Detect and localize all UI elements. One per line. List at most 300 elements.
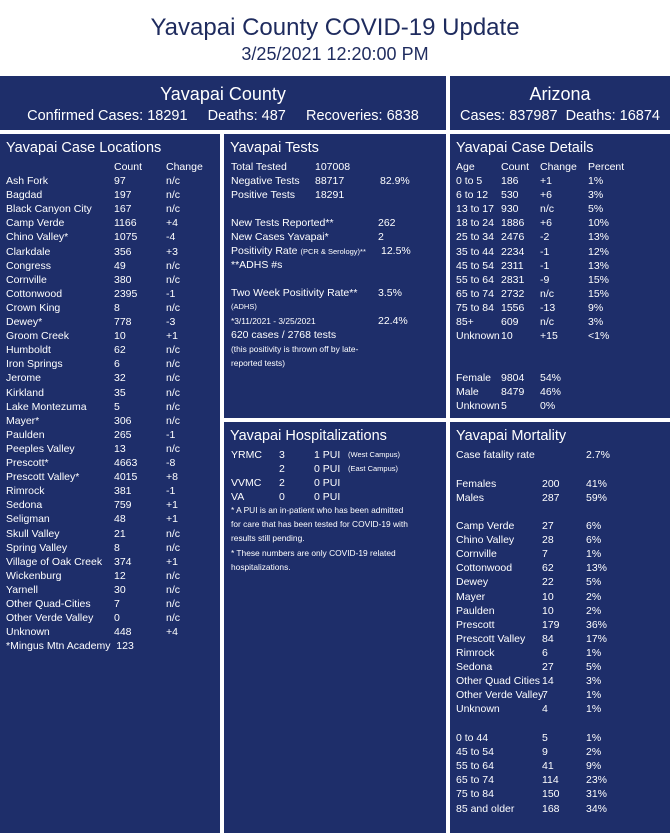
age-group: 18 to 24 bbox=[456, 217, 494, 230]
age-percent: 13% bbox=[588, 259, 610, 272]
location-row bbox=[0, 357, 220, 371]
total-tested-value: 107008 bbox=[315, 161, 351, 173]
location-count: 48 bbox=[114, 513, 126, 526]
location-row bbox=[0, 512, 220, 526]
location-name: Chino Valley* bbox=[6, 231, 69, 244]
mortality-age-row bbox=[450, 745, 670, 759]
location-name: Iron Springs bbox=[6, 358, 63, 371]
mortality-location-row bbox=[450, 674, 670, 688]
location-change: -1 bbox=[166, 428, 176, 441]
location-change: +1 bbox=[166, 499, 178, 512]
two-week-row bbox=[224, 286, 446, 300]
hospital-count: 0 bbox=[279, 491, 285, 503]
mortality-location-count: 14 bbox=[542, 675, 554, 688]
hospital-row bbox=[224, 490, 446, 504]
mortality-gender-percent: 59% bbox=[586, 492, 608, 505]
hospital-name: VVMC bbox=[231, 477, 262, 489]
new-cases-value: 2 bbox=[378, 231, 384, 243]
age-count: 930 bbox=[501, 203, 519, 216]
location-row bbox=[0, 371, 220, 385]
location-name: Mayer* bbox=[6, 414, 40, 427]
hospital-pui: 0 PUI bbox=[314, 477, 341, 489]
age-row bbox=[450, 245, 670, 259]
gender-row bbox=[450, 399, 670, 413]
age-count: 10 bbox=[501, 330, 513, 343]
age-percent: 9% bbox=[588, 301, 604, 314]
location-change: n/c bbox=[166, 273, 181, 286]
age-group: Unknown bbox=[456, 330, 500, 343]
mortality-location-row bbox=[450, 688, 670, 702]
location-name: Kirkland bbox=[6, 386, 44, 399]
mortality-age-row bbox=[450, 802, 670, 816]
mortality-gender: Males bbox=[456, 492, 485, 505]
location-count: 49 bbox=[114, 259, 126, 272]
tests-panel bbox=[224, 134, 446, 418]
mortality-location-count: 27 bbox=[542, 520, 554, 532]
location-count: 1075 bbox=[114, 231, 138, 244]
mortality-age-count: 150 bbox=[542, 788, 560, 801]
age-change: +1 bbox=[540, 175, 552, 187]
location-row bbox=[0, 202, 220, 216]
location-row bbox=[0, 230, 220, 244]
age-count: 609 bbox=[501, 316, 519, 328]
mortality-location: Mayer bbox=[456, 590, 486, 603]
positivity-label-text: Positivity Rate bbox=[231, 245, 298, 257]
location-change: +4 bbox=[166, 626, 178, 639]
location-row bbox=[0, 216, 220, 230]
negative-tests-row bbox=[224, 174, 446, 188]
age-change: -9 bbox=[540, 273, 550, 286]
new-cases-row bbox=[224, 230, 446, 244]
range-note: (this positivity is thrown off by late-reported tests) bbox=[231, 344, 359, 368]
location-name: Black Canyon City bbox=[6, 203, 92, 216]
mortality-location-percent: 5% bbox=[586, 661, 602, 673]
mortality-gender-percent: 41% bbox=[586, 478, 608, 490]
pui-note: * A PUI is an in-patient who has been admitted for care that has been tested for COVID-19 with results still pending. bbox=[231, 505, 408, 543]
age-group: 75 to 84 bbox=[456, 301, 494, 314]
location-row bbox=[0, 273, 220, 287]
yavapai-summary-panel bbox=[0, 76, 446, 130]
location-count: 62 bbox=[114, 344, 126, 357]
age-percent: 15% bbox=[588, 273, 610, 286]
age-group: 85+ bbox=[456, 316, 474, 328]
location-count: 13 bbox=[114, 442, 126, 455]
date-range-percent: 22.4% bbox=[378, 315, 408, 327]
mortality-location-count: 84 bbox=[542, 632, 554, 645]
location-change: n/c bbox=[166, 527, 181, 540]
location-count: 4663 bbox=[114, 457, 138, 469]
age-count: 1886 bbox=[501, 217, 525, 230]
location-row bbox=[0, 555, 220, 569]
location-count: 374 bbox=[114, 555, 132, 568]
location-change: n/c bbox=[166, 400, 181, 413]
age-change: -13 bbox=[540, 301, 556, 314]
hospital-row bbox=[224, 448, 446, 462]
negative-tests-percent: 82.9% bbox=[380, 175, 410, 187]
location-row bbox=[0, 400, 220, 414]
mortality-location-row bbox=[450, 575, 670, 589]
location-change: n/c bbox=[166, 259, 181, 272]
location-name: Crown King bbox=[6, 301, 61, 314]
age-count: 2831 bbox=[501, 273, 525, 286]
location-row bbox=[0, 343, 220, 357]
mortality-age-percent: 9% bbox=[586, 760, 602, 773]
gender-count: 5 bbox=[501, 400, 507, 413]
mortality-location-count: 10 bbox=[542, 590, 554, 603]
case-details-title: Yavapai Case Details bbox=[456, 140, 594, 156]
negative-tests-value: 88717 bbox=[315, 175, 345, 187]
location-change: n/c bbox=[166, 372, 181, 385]
hospitalizations-scope-note: * These numbers are only COVID-19 related hospitalizations. bbox=[231, 548, 396, 572]
hospital-count: 2 bbox=[279, 477, 285, 489]
mortality-location-count: 7 bbox=[542, 548, 548, 561]
age-change: +6 bbox=[540, 189, 552, 202]
mortality-location-row bbox=[450, 632, 670, 646]
range-cases-row bbox=[224, 328, 446, 342]
hospital-pui: 0 PUI bbox=[314, 463, 341, 475]
location-change: -4 bbox=[166, 231, 176, 244]
location-count: 30 bbox=[114, 583, 126, 596]
mortality-age-group: 75 to 84 bbox=[456, 788, 494, 801]
change-column-header: Change bbox=[540, 161, 577, 173]
negative-tests-label: Negative Tests bbox=[231, 175, 300, 187]
location-count: 197 bbox=[114, 189, 132, 202]
mortality-location-percent: 3% bbox=[586, 675, 602, 688]
percent-column-header: Percent bbox=[588, 161, 625, 173]
mortality-location-percent: 5% bbox=[586, 576, 602, 589]
location-row bbox=[0, 484, 220, 498]
positive-tests-value: 18291 bbox=[315, 189, 345, 201]
age-change: -1 bbox=[540, 245, 550, 258]
mortality-age-percent: 1% bbox=[586, 732, 602, 744]
location-count: 12 bbox=[114, 569, 126, 582]
positivity-label bbox=[231, 244, 366, 259]
mortality-location: Sedona bbox=[456, 661, 493, 673]
mortality-panel bbox=[450, 422, 670, 833]
hospital-campus: (East Campus) bbox=[348, 464, 399, 473]
mortality-location-row bbox=[450, 660, 670, 674]
location-name: Other Verde Valley bbox=[6, 612, 94, 625]
location-name: Congress bbox=[6, 259, 51, 272]
arizona-summary-title: Arizona bbox=[529, 84, 591, 104]
location-count: 32 bbox=[114, 372, 126, 385]
tests-title: Yavapai Tests bbox=[230, 140, 319, 156]
adhs-small-row bbox=[224, 300, 446, 314]
location-change: -1 bbox=[166, 485, 176, 498]
age-group: 55 to 64 bbox=[456, 273, 494, 286]
location-change: +8 bbox=[166, 471, 178, 484]
location-change: n/c bbox=[166, 442, 181, 455]
age-group: 65 to 74 bbox=[456, 287, 494, 300]
mortality-gender-count: 200 bbox=[542, 478, 560, 490]
hospital-row bbox=[224, 476, 446, 490]
mortality-location-row bbox=[450, 618, 670, 632]
location-change: +1 bbox=[166, 513, 178, 526]
page-header bbox=[0, 0, 670, 76]
mortality-gender-row bbox=[450, 491, 670, 505]
age-row bbox=[450, 259, 670, 273]
count-column-header: Count bbox=[501, 161, 530, 173]
mortality-age-count: 9 bbox=[542, 746, 548, 759]
location-row bbox=[0, 287, 220, 301]
mortality-location-row bbox=[450, 702, 670, 716]
location-change: n/c bbox=[166, 189, 181, 202]
positivity-label-small: (PCR & Serology)** bbox=[300, 247, 366, 256]
age-count: 186 bbox=[501, 175, 519, 187]
mortality-location-count: 22 bbox=[542, 576, 554, 589]
mortality-location-count: 10 bbox=[542, 604, 554, 617]
page-title: Yavapai County COVID-19 Update bbox=[150, 14, 520, 41]
location-name: Jerome bbox=[6, 372, 42, 385]
two-week-value: 3.5% bbox=[378, 287, 402, 299]
mortality-location-percent: 2% bbox=[586, 604, 602, 617]
count-column-header: Count bbox=[114, 161, 143, 173]
location-count: 2395 bbox=[114, 287, 138, 300]
location-count: 8 bbox=[114, 301, 120, 314]
adhs-small-label: (ADHS) bbox=[231, 302, 257, 311]
location-name: Peeples Valley bbox=[6, 442, 75, 455]
location-count: 306 bbox=[114, 414, 132, 427]
location-change: -8 bbox=[166, 457, 176, 469]
mortality-location-row bbox=[450, 561, 670, 575]
mortality-location-percent: 6% bbox=[586, 534, 602, 547]
location-change: n/c bbox=[166, 175, 181, 187]
mortality-gender-row bbox=[450, 477, 670, 491]
case-locations-panel bbox=[0, 134, 220, 833]
location-name: Rimrock bbox=[6, 485, 45, 498]
location-count: 7 bbox=[114, 598, 120, 610]
positive-tests-label: Positive Tests bbox=[231, 189, 295, 201]
age-percent: 12% bbox=[588, 245, 610, 258]
location-change: n/c bbox=[166, 569, 181, 582]
location-row bbox=[0, 625, 220, 639]
mortality-location-percent: 1% bbox=[586, 548, 602, 561]
mortality-location: Cornville bbox=[456, 548, 497, 561]
location-name: Unknown bbox=[6, 626, 50, 639]
location-row bbox=[0, 456, 220, 470]
mortality-age-count: 41 bbox=[542, 760, 554, 773]
mortality-location: Paulden bbox=[456, 604, 495, 617]
gender-row bbox=[450, 385, 670, 399]
location-name: Spring Valley bbox=[6, 541, 68, 554]
mortality-location-count: 28 bbox=[542, 534, 554, 547]
age-group: 45 to 54 bbox=[456, 259, 494, 272]
total-tested-row bbox=[224, 160, 446, 174]
mortality-age-group: 85 and older bbox=[456, 802, 515, 815]
location-row bbox=[0, 329, 220, 343]
age-count: 530 bbox=[501, 189, 519, 202]
positivity-row bbox=[224, 244, 446, 258]
location-change: n/c bbox=[166, 344, 181, 357]
age-change: -1 bbox=[540, 259, 550, 272]
location-name: Other Quad-Cities bbox=[6, 598, 91, 610]
location-row bbox=[0, 315, 220, 329]
location-change: n/c bbox=[166, 414, 181, 427]
mortality-location: Cottonwood bbox=[456, 562, 513, 575]
age-row bbox=[450, 174, 670, 188]
mortality-location-count: 7 bbox=[542, 689, 548, 702]
location-change: +1 bbox=[166, 555, 178, 568]
case-locations-header bbox=[0, 160, 220, 174]
total-tested-label: Total Tested bbox=[231, 161, 287, 173]
yavapai-summary-title: Yavapai County bbox=[160, 84, 286, 104]
new-tests-value: 262 bbox=[378, 217, 396, 229]
hospitalizations-panel bbox=[224, 422, 446, 833]
age-percent: 3% bbox=[588, 316, 604, 328]
case-locations-title: Yavapai Case Locations bbox=[6, 140, 162, 156]
new-cases-label: New Cases Yavapai* bbox=[231, 231, 329, 243]
mortality-location-count: 6 bbox=[542, 646, 548, 659]
location-change: n/c bbox=[166, 301, 181, 314]
mortality-location-percent: 2% bbox=[586, 590, 602, 603]
location-count: 8 bbox=[114, 541, 120, 554]
location-count: 1166 bbox=[114, 217, 137, 230]
yavapai-summary-line: Confirmed Cases: 18291 Deaths: 487 Recoveries: 6838 bbox=[27, 108, 419, 124]
location-change: n/c bbox=[166, 598, 181, 610]
location-count: 380 bbox=[114, 273, 132, 286]
location-change: n/c bbox=[166, 583, 181, 596]
gender-count: 9804 bbox=[501, 372, 525, 384]
case-fatality-row bbox=[450, 448, 670, 462]
location-name: Humboldt bbox=[6, 344, 51, 357]
age-row bbox=[450, 315, 670, 329]
age-group: 25 to 34 bbox=[456, 231, 494, 244]
age-change: n/c bbox=[540, 203, 555, 216]
mortality-location-percent: 1% bbox=[586, 689, 602, 702]
age-percent: 15% bbox=[588, 287, 610, 300]
age-percent: 13% bbox=[588, 231, 610, 244]
mortality-location-percent: 36% bbox=[586, 618, 608, 631]
age-percent: 1% bbox=[588, 175, 604, 187]
location-name: Seligman bbox=[6, 513, 50, 526]
location-name: Skull Valley bbox=[6, 527, 60, 540]
mortality-gender-count: 287 bbox=[542, 492, 560, 505]
date-range-row bbox=[224, 314, 446, 328]
location-change: n/c bbox=[166, 358, 181, 371]
age-group: 0 to 5 bbox=[456, 175, 483, 187]
location-name: Clarkdale bbox=[6, 245, 51, 258]
location-name: Sedona bbox=[6, 499, 43, 512]
location-change: +3 bbox=[166, 245, 178, 258]
mortality-location-percent: 1% bbox=[586, 646, 602, 659]
hospital-row bbox=[224, 462, 446, 476]
mortality-title: Yavapai Mortality bbox=[456, 428, 567, 444]
arizona-summary-panel bbox=[450, 76, 670, 130]
gender-count: 8479 bbox=[501, 386, 525, 399]
location-count: 5 bbox=[114, 400, 120, 413]
mortality-age-group: 55 to 64 bbox=[456, 760, 494, 773]
gender-percent: 54% bbox=[540, 372, 562, 384]
location-row bbox=[0, 597, 220, 611]
location-count: 759 bbox=[114, 499, 132, 512]
hospital-count: 2 bbox=[279, 463, 285, 475]
mortality-location: Unknown bbox=[456, 703, 500, 716]
age-row bbox=[450, 273, 670, 287]
mortality-location: Chino Valley bbox=[456, 534, 515, 547]
gender-label: Male bbox=[456, 386, 479, 399]
location-count: 265 bbox=[114, 428, 132, 441]
case-details-header bbox=[450, 160, 670, 174]
location-name: Bagdad bbox=[6, 189, 43, 202]
age-percent: 10% bbox=[588, 217, 610, 230]
mortality-location-count: 62 bbox=[542, 562, 554, 575]
hospitalizations-title: Yavapai Hospitalizations bbox=[230, 428, 387, 444]
location-count: 778 bbox=[114, 316, 132, 328]
mortality-age-group: 45 to 54 bbox=[456, 746, 494, 759]
location-change: -1 bbox=[166, 287, 176, 300]
age-row bbox=[450, 188, 670, 202]
update-timestamp: 3/25/2021 12:20:00 PM bbox=[241, 44, 429, 64]
mortality-location-count: 179 bbox=[542, 618, 560, 631]
mortality-age-group: 0 to 44 bbox=[456, 732, 489, 744]
mortality-location-percent: 6% bbox=[586, 520, 602, 532]
age-change: n/c bbox=[540, 316, 555, 328]
location-count: 35 bbox=[114, 386, 126, 399]
age-percent: <1% bbox=[588, 330, 610, 343]
mortality-location-percent: 13% bbox=[586, 562, 608, 575]
age-count: 2311 bbox=[501, 259, 524, 272]
age-change: n/c bbox=[540, 287, 555, 300]
case-fatality-label: Case fatality rate bbox=[456, 449, 535, 461]
location-name: Groom Creek bbox=[6, 330, 70, 343]
location-count: 4015 bbox=[114, 471, 138, 484]
location-change: n/c bbox=[166, 541, 181, 554]
arizona-summary-line: Cases: 837987 Deaths: 16874 bbox=[460, 108, 660, 124]
case-fatality-value: 2.7% bbox=[586, 449, 610, 461]
location-name: Lake Montezuma bbox=[6, 400, 87, 413]
mortality-location: Rimrock bbox=[456, 646, 495, 659]
age-group: 13 to 17 bbox=[456, 203, 494, 216]
mortality-age-count: 168 bbox=[542, 802, 560, 815]
location-count: 97 bbox=[114, 175, 126, 187]
location-change: +4 bbox=[166, 217, 178, 230]
location-row bbox=[0, 386, 220, 400]
age-change: +15 bbox=[540, 330, 558, 343]
mortality-location-count: 27 bbox=[542, 661, 554, 673]
mortality-location-row bbox=[450, 646, 670, 660]
location-row bbox=[0, 527, 220, 541]
location-name: Yarnell bbox=[6, 583, 38, 596]
mortality-location: Other Verde Valley bbox=[456, 689, 544, 702]
age-count: 2476 bbox=[501, 231, 525, 244]
location-count: 167 bbox=[114, 203, 132, 216]
mortality-location: Prescott bbox=[456, 618, 495, 631]
mortality-age-row bbox=[450, 731, 670, 745]
age-percent: 5% bbox=[588, 203, 604, 216]
age-count: 2234 bbox=[501, 245, 525, 258]
mortality-location-row bbox=[450, 604, 670, 618]
location-row bbox=[0, 414, 220, 428]
location-change: -3 bbox=[166, 316, 176, 328]
mortality-gender: Females bbox=[456, 478, 497, 490]
mortality-location-row bbox=[450, 519, 670, 533]
new-tests-row bbox=[224, 216, 446, 230]
location-count: 0 bbox=[114, 612, 120, 625]
location-row bbox=[0, 245, 220, 259]
gender-percent: 46% bbox=[540, 386, 562, 399]
mortality-location: Dewey bbox=[456, 576, 489, 589]
mortality-location-row bbox=[450, 547, 670, 561]
hospital-pui: 0 PUI bbox=[314, 491, 341, 503]
new-tests-label: New Tests Reported** bbox=[231, 217, 334, 229]
location-row bbox=[0, 174, 220, 188]
mortality-location: Other Quad Cities bbox=[456, 675, 541, 688]
location-count: 10 bbox=[114, 330, 126, 343]
hospital-pui: 1 PUI bbox=[314, 449, 341, 461]
location-name: Prescott Valley* bbox=[6, 471, 80, 484]
positivity-value: 12.5% bbox=[381, 245, 411, 257]
location-name: Cottonwood bbox=[6, 287, 63, 300]
